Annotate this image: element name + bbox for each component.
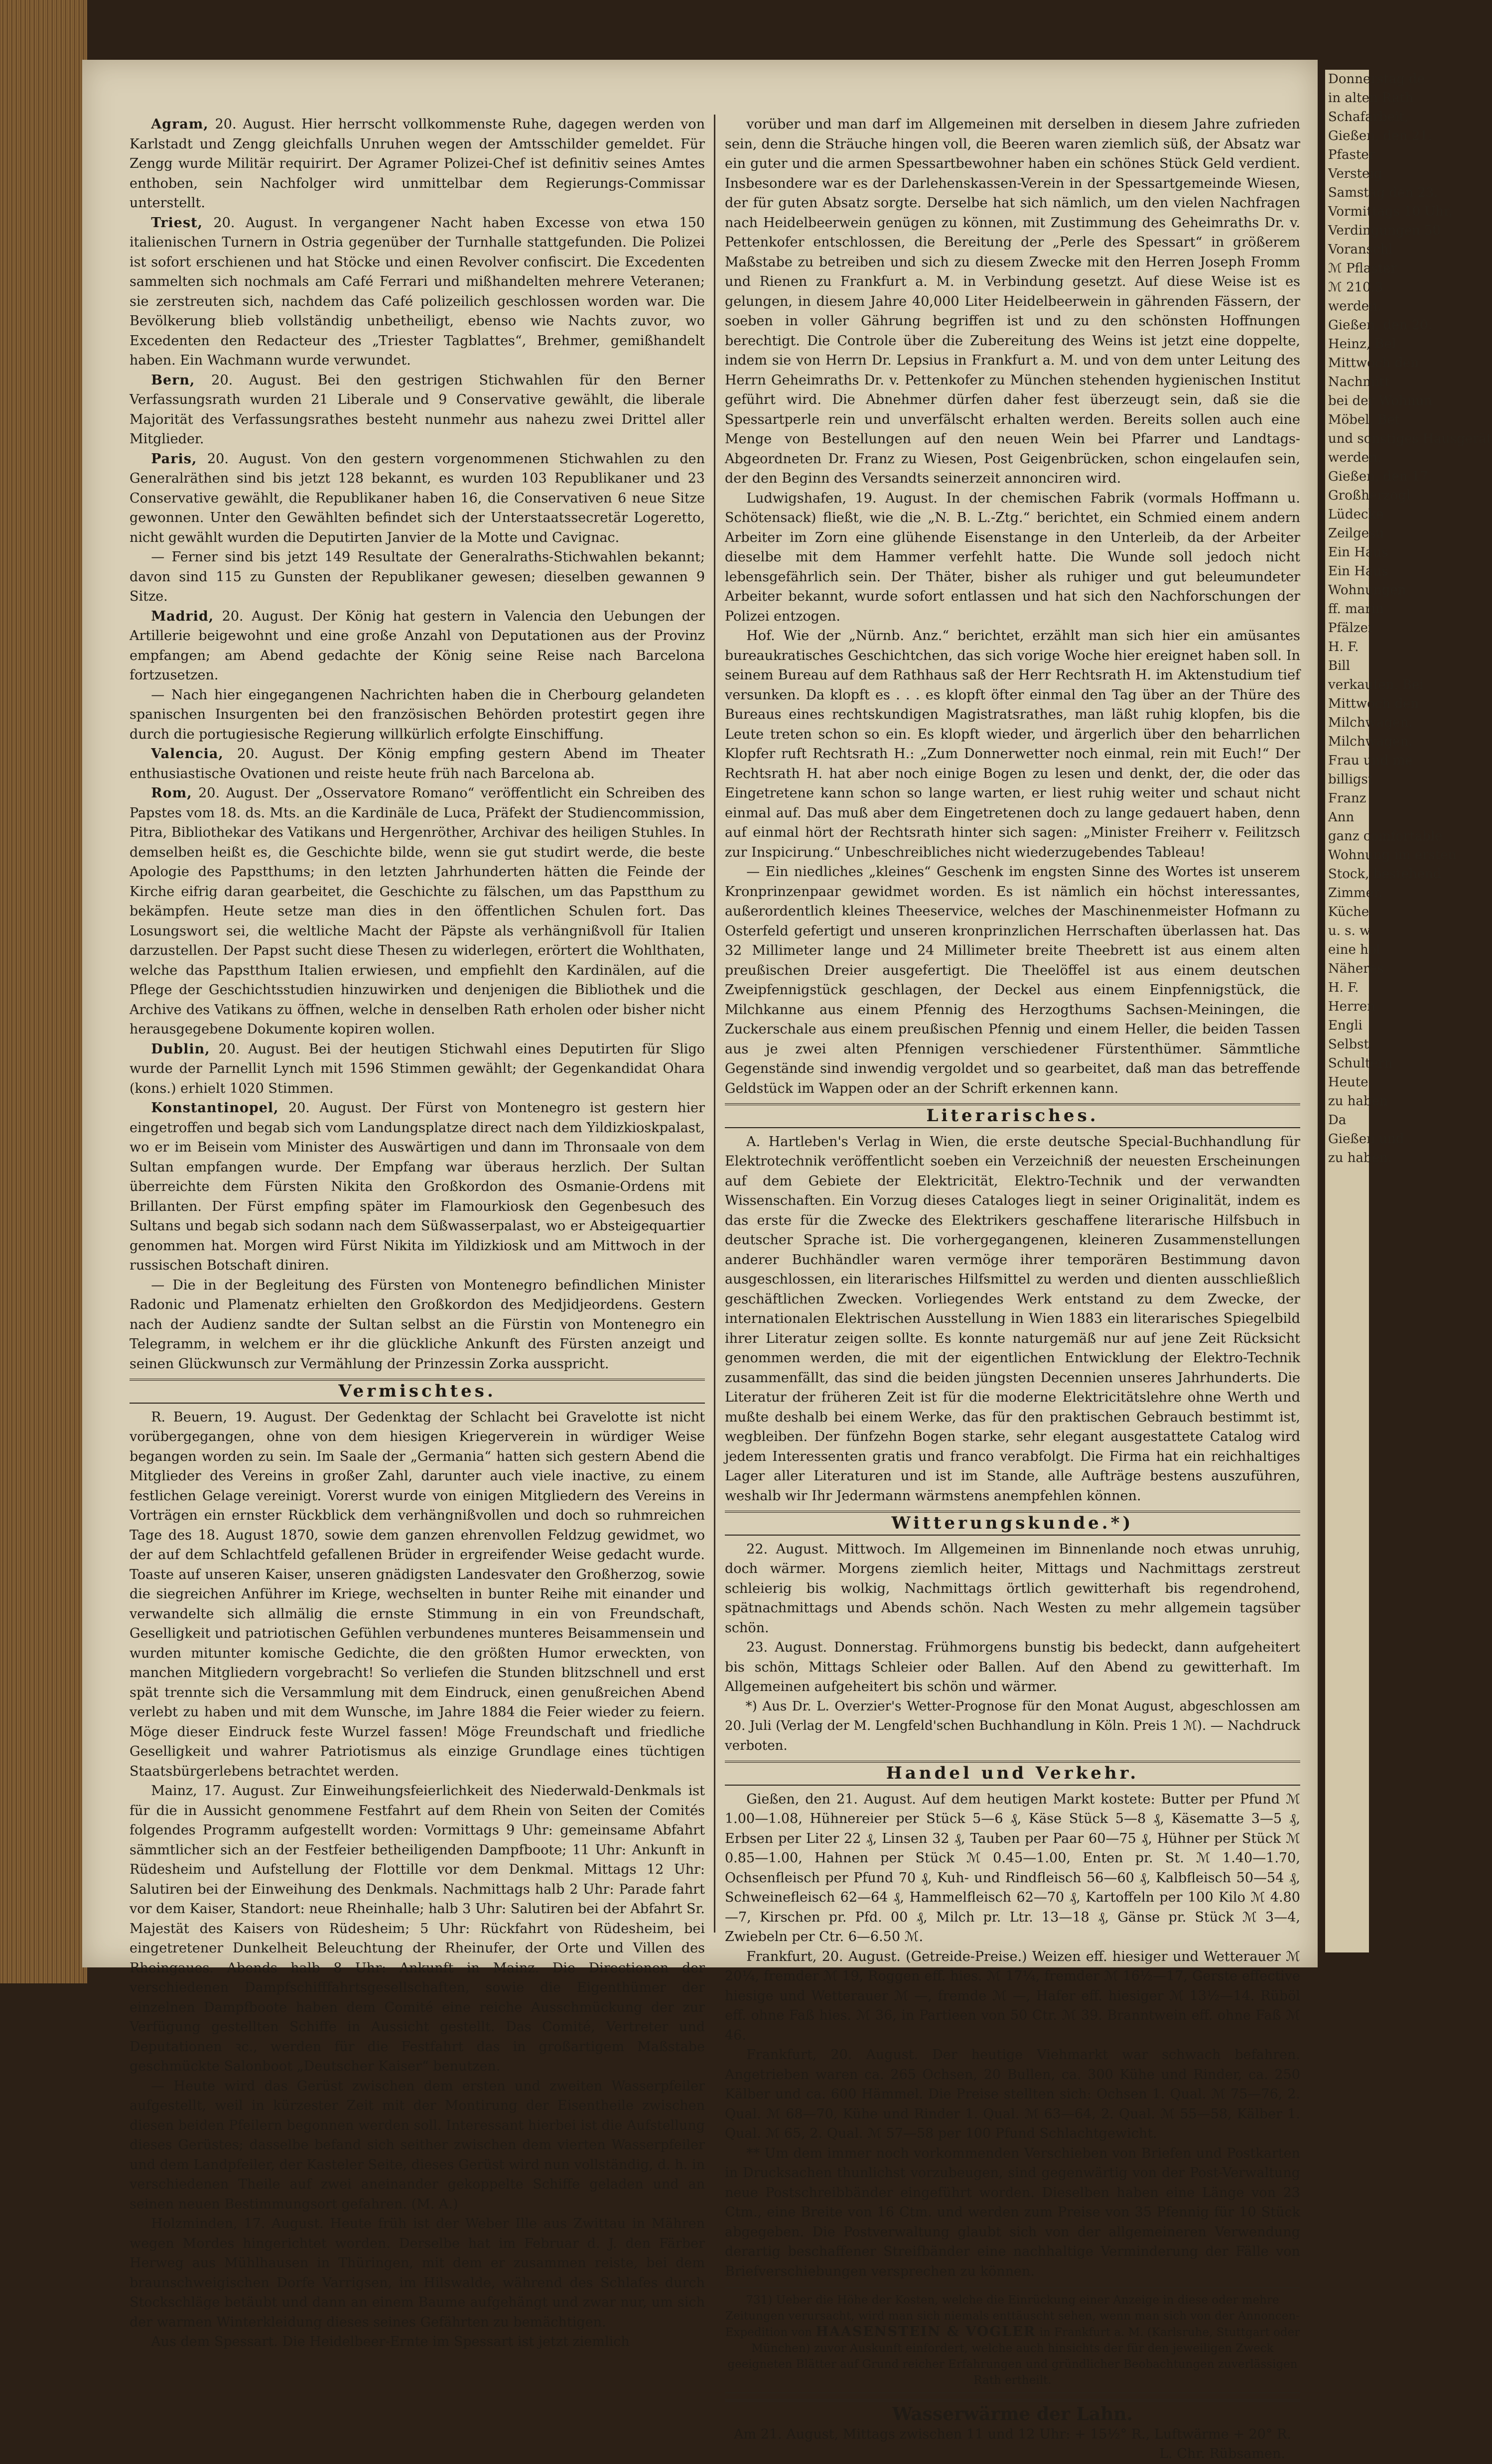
next-page-text: Selbst [1328, 1037, 1369, 1052]
news-item [130, 115, 705, 213]
news-item [725, 1638, 1300, 1697]
dateline: Agram, [151, 117, 209, 132]
next-page-text: eine hol [1328, 942, 1380, 957]
next-page-text: Pfaster [1328, 147, 1375, 162]
section-heading: Witterungskunde.*) [725, 1511, 1300, 1536]
news-item [130, 449, 705, 548]
next-page-text: u. s. w. [1328, 923, 1373, 938]
news-text: Frankfurt, 20. August. (Getreide-Preise.) Weizen eff. hiesiger und Wetterauer ℳ 20¼, fremder ℳ 19, Roggen eff. hies. ℳ 17¼, fremder ℳ 16½—17, Gerste effective hiesige und Wetterauer ℳ —, fremde ℳ —, Hafer eff. hiesiger ℳ 13½—14. Rüböl eff. ohne Faß hies. ℳ 36, in Partieen von 50 Ctr. ℳ 39. Branntwein eff. ohne Faß ℳ 46. [725, 1948, 1300, 2043]
news-item [130, 2214, 705, 2332]
news-text: ** Um dem immer noch vorkommenden Verschieben von Briefen und Postkarten in Drucksachen thunlichst vorzubeugen, sind gegenwärtig von der Post-Verwaltung neue Postschreibbänder eingeführt worden. Dieselben haben eine Länge von 23 Ctm., eine Breite von 16 Ctm. und werden zum Preise von 35 Pfennig für 10 Stück abgegeben. Die Postverwaltung glaubt sich von der allgemeineren Verwendung derartig beschaffener Streifbänder eine nachhaltige Verminderung der Fälle von Briefverschiebungen versprechen zu können. [725, 2145, 1300, 2279]
water-temperature-text: Am 21. August, Mittags zwischen 11 und 12 Uhr: + 15½° R., Luftwärme + 20° R. [734, 2426, 1291, 2442]
book-page-edge [0, 0, 87, 1983]
next-page-text: verkaufen. Bei [1328, 677, 1424, 692]
next-page-text: Da [1328, 1113, 1347, 1128]
next-page-text: in alten Rath [1328, 91, 1413, 106]
dateline: Paris, [151, 451, 197, 467]
next-page-text: Wohnung im ersten [1328, 848, 1457, 863]
right-column [725, 115, 1300, 2462]
next-page-text: zu haben [1328, 1094, 1388, 1109]
newspaper-page [82, 60, 1318, 2462]
next-page-text: Samstag den 23. [1328, 185, 1438, 200]
next-page-text: Lüdecke [1328, 507, 1384, 522]
news-item [130, 685, 705, 745]
section-heading: Vermischtes. [130, 1379, 705, 1404]
next-page-text: Heute [1328, 1075, 1368, 1090]
news-text: — Nach hier eingegangenen Nachrichten haben die in Cherbourg gelandeten spanischen Insurgenten bei den französischen Behörden protestirt gegen ihre durch die portugiesische Regierung willkürlich erfolgte Einschiffung. [130, 687, 705, 742]
next-page-text: Voranschl [1328, 242, 1393, 257]
section-heading: Literarisches. [725, 1103, 1300, 1128]
next-page-text: Ein Haus [1328, 564, 1388, 579]
news-text: 20. August. Der „Osservatore Romano“ veröffentlicht ein Schreiben des Papstes vom 18. ds. Mts. an die Kardinäle de Luca, Präfekt der Studiencommission, Pitra, Bibliothekar des Vatikans und Hergenröther, Archivar des heiligen Stuhles. In demselben heißt es, die Geschichte bilde, wenn sie gut studirt werde, die beste Apologie des Papstthums; in den letzten Jahrhunderten hätten die Feinde der Kirche eifrig daran gearbeitet, die Geschichte zu fälschen, um das Papstthum zu bekämpfen. Heute setze man dies in den öffentlichen Schulen fort. Das Losungswort sei, die weltliche Macht der Päpste als verhängnißvoll für Italien darzustellen. Der Papst sucht diese Thesen zu widerlegen, erörtert die Wohlthaten, welche das Papstthum Italien erwiesen, und empfiehlt den Kardinälen, auf die Pflege der Geschichtsstudien hinzuwirken und denjenigen die Bibliothek und die Archive des Vatikans zu öffnen, welche in denselben Rath erholen oder bisher nicht herausgegebene Dokumente kopiren wollen. [130, 785, 705, 1037]
next-page-text: billigst [1328, 772, 1373, 787]
news-item [130, 2332, 705, 2352]
next-page-text: Küche [1328, 905, 1369, 919]
water-temperature-heading: Wasserwärme der Lahn. [725, 2399, 1300, 2425]
next-page-text: Ein Haus [1328, 545, 1388, 560]
next-page-text: Näheres [1328, 961, 1384, 976]
news-item [725, 626, 1300, 862]
ad-text: in [1039, 2326, 1051, 2339]
news-item [725, 2045, 1300, 2144]
ad-text: von der Annoncen-Expedition von [725, 2310, 1300, 2339]
news-item [725, 1790, 1300, 1947]
next-page-text: Nachmitt [1328, 375, 1390, 389]
ad-company: HAASENSTEIN & VOGLER [815, 2324, 1036, 2339]
news-item [725, 2144, 1300, 2282]
news-text: Holzminden, 17. August. Heute früh ist der Weber Ille aus Zwittau in Mähren wegen Mordes hingerichtet worden. Derselbe hat im Februar d. J. den Färber Herweg aus Mühlhausen in Thüringen, mit dem er zusammen reiste, bei dem braunschweigischen Dorfe Varrigsen, im Hilswalde, während des Schlafes durch Stockschläge betäubt und dann an einem Baume aufgehängt und zwar nur, um sich der warmen Winterkleidung dieses seines Gefährten zu bemächtigen. [130, 2216, 705, 2330]
news-text: 23. August. Donnerstag. Frühmorgens bunstig bis bedeckt, dann aufgeheitert bis schön, Mittags Schleier oder Ballen. Auf den Abend zu gewitterhaft. Im Allgemeinen aufgeheitert bis schön und wärmer. [725, 1640, 1300, 1694]
next-page-text: Frau und me [1328, 753, 1413, 768]
next-page-text: H. F. [1328, 640, 1359, 654]
news-item [130, 213, 705, 371]
next-page-text: Engli [1328, 1018, 1362, 1033]
dateline: Valencia, [151, 746, 224, 762]
signature: L. Chr. Rübsamen. [1159, 2446, 1285, 2462]
section-heading: Handel und Verkehr. [725, 1761, 1300, 1786]
next-page-text: Zimmer, [1328, 886, 1382, 901]
news-item [130, 1276, 705, 1374]
next-page-text: Pfälzer [1328, 621, 1374, 636]
news-text: 20. August. Von den gestern vorgenommenen Stichwahlen zu den Generalräthen sind bis jetzt 128 bekannt, es wurden 103 Republikaner und 23 Conservative gewählt, die Republikaner haben 16, die Conservativen 6 neue Sitze gewonnen. Unter den Gewählten befindet sich der Unterstaatssecretär Logeretto, nicht gewählt wurden die Deputirten Janvier de la Motte und Cavignac. [130, 451, 705, 545]
news-item [130, 1408, 705, 1782]
dateline: Konstantinopel, [151, 1100, 279, 1116]
news-item [725, 1947, 1300, 2046]
next-page-text: Gießen, den 21. [1328, 129, 1432, 143]
news-text: Ludwigshafen, 19. August. In der chemischen Fabrik (vormals Hoffmann u. Schötensack) fließt, wie die „N. B. L.-Ztg.“ berichtet, ein Schmied einem andern Arbeiter im Zorn eine glühende Eisenstange in den Unterleib, da der Arbeiter dieselbe mit dem Hammer verfehlt hatte. Die Wunde soll jedoch nicht lebensgefährlich sein. Der Thäter, bisher als ruhiger und gut beleumundeter Arbeiter bekannt, wurde sofort entlassen und hat sich den Nachforschungen der Polizei entzogen. [725, 490, 1300, 624]
next-page-text: ff. marin [1328, 602, 1384, 617]
next-page-text: Bill [1328, 658, 1351, 673]
next-page-text: ℳ Pflaster [1328, 261, 1397, 276]
next-page-text: Vormittags 10 Uhr, [1328, 204, 1453, 219]
news-text: 20. August. In vergangener Nacht haben Excesse von etwa 150 italienischen Turnern in Ostria gegenüber der Turnhalle stattgefunden. Die Polizei ist sofort erschienen und hat Stöcke und einen Revolver confiscirt. Die Excedenten sammelten sich nochmals am Café Ferrari und mißhandelten mehrere Veteranen; sie zerstreuten sich, nachdem das Café polizeilich geschlossen worden war. Die Bevölkerung blieb vollständig unbetheiligt, ebenso wie Nachts zuvor, wo Excedenten den Redacteur des „Triester Tagblattes“, Brehmer, gemißhandelt haben. Ein Wachmann wurde verwundet. [130, 215, 705, 368]
news-item [130, 783, 705, 1039]
next-page-text: Verdingungen 50 [1328, 223, 1441, 238]
ad-text: auch hinsichts der für den jeweiligen Zweck geeigneten Blätter auf Grund reicher [727, 2342, 1274, 2371]
ad-text: Ueber die Höhe der Kosten, welche die Einrückung einer Anzeige in diese [776, 2294, 1208, 2307]
news-text: R. Beuern, 19. August. Der Gedenktag der Schlacht bei Gravelotte ist nicht vorübergegangen, ohne von dem hiesigen Kriegerverein in würdiger Weise begangen worden zu sein. Im Saale der „Germania“ hatten sich gestern Abend die Mitglieder des Vereins in großer Zahl, darunter auch viele inactive, zu einem festlichen Gelage vereinigt. Vorerst wurde von einigen Mitgliedern des Vereins in Vorträgen ein ernster Rückblick dem verhängnißvollen und doch so ruhmreichen Tage des 18. August 1870, sowie dem ganzen ehrenvollen Feldzug gewidmet, wo der auf dem Schlachtfeld gefallenen Brüder in ergreifender Weise gedacht wurde. Toaste auf unseren Kaiser, unseren gnädigsten Landesvater den Großherzog, sowie die siegreichen Anführer im Kriege, wechselten in bunter Reihe mit einander und verwandelte sich allmälig die ernste Stimmung in ein von Freundschaft, Geselligkeit und patriotischen Gefühlen verbundenes munteres Beisammensein und wurden mitunter komische Gedichte, die den größten Humor erweckten, von manchen Mitgliedern vorgebracht! So verliefen die Stunden blitzschnell und erst spät trennte sich die Versammlung mit dem Eindruck, einen genußreichen Abend verlebt zu haben und mit dem Wunsche, im Jahre 1884 die Feier wieder zu feiern. Möge dieser Eindruck feste Wurzel fassen! Möge Freundschaft und friedliche Geselligkeit und wahrer Patriotismus als einzige Grundlage eines tüchtigen Staatsbürgerlebens betrachtet werden. [130, 1409, 705, 1779]
news-text: Mainz, 17. August. Zur Einweihungsfeierlichkeit des Niederwald-Denkmals ist für die in Aussicht genommene Festfahrt auf dem Rhein von Seiten der Comités folgendes Programm aufgestellt worden: Vormittags 9 Uhr: gemeinsame Abfahrt sämmtlicher sich an der Festfeier betheiligenden Dampfboote; 11 Uhr: Ankunft in Rüdesheim und Aufstellung der Flottille vor dem Denkmal. Mittags 12 Uhr: Salutiren bei der Einweihung des Denkmals. Nachmittags halb 2 Uhr: Parade fahrt vor dem Kaiser, Standort: neue Rheinhalle; halb 3 Uhr: Salutiren bei der Abfahrt Sr. Majestät des Kaisers von Rüdesheim; 5 Uhr: Rückfahrt von Rüdesheim, bei eingetretener Dunkelheit Beleuchtung der Rheinufer, der Orte und Villen des Rheingaues. Abends halb 8 Uhr: Ankunft in Mainz. Die Directionen der verschiedenen Dampfschifffahrtsgesellschaften, sowie die Eigenthümer der einzelnen Dampfboote haben dem Comité eine reiche Ausschmückung der zur Verfügung gestellten Schiffe in Aussicht gestellt. Das Comité, Vertreter und Deputationen ꝛc., werden für die Festfahrt das in großartigem Maßstabe geschmückte Salonboot „Deutscher Kaiser“ benutzen. [130, 1783, 705, 2074]
next-page-text: Versteig [1328, 166, 1382, 181]
next-page-text: Heinz, Bel [1328, 337, 1396, 352]
next-page-text: Großherzogl [1328, 488, 1411, 503]
news-item [130, 2076, 705, 2214]
next-page-fragment [1325, 70, 1492, 1952]
news-text: 20. August. Hier herrscht vollkommenste Ruhe, dagegen werden von Karlstadt und Zengg gleichfalls Unruhen wegen der Amtsschilder gemeldet. Für Zengg wurde Militär requirirt. Der Agramer Polizei-Chef ist definitiv seines Amtes enthoben, sein Nachfolger wird unmittelbar dem Regierungs-Commissar unterstellt. [130, 117, 705, 211]
next-page-text: ganz comfortable [1328, 829, 1443, 844]
ad-text: Erfahrungen und gründlicher Beobachtungen zuverlässigen Rath ertheilt. [948, 2358, 1298, 2387]
news-text: Frankfurt, 20. August. Der heutige Viehmarkt war schwach befahren. Angetrieben waren ca. 265 Ochsen, 20 Bullen, ca. 300 Kühe und Rinder, ca. 250 Kälber und ca. 600 Hämmel. Die Preise stellten sich: Ochsen 1. Qual. ℳ 75—76, 2. Qual. ℳ 68—70, Kühe und Rinder 1. Qual. ℳ 63—64, 2. Qual. ℳ 55—58, Kälber 1. Qual. ℳ 65, 2. Qual. ℳ 57—58 per 100 Pfund Schlachtgewicht. [725, 2047, 1300, 2141]
next-page-text: Schultern [1328, 1056, 1393, 1071]
news-text: 20. August. Der König empfing gestern Abend im Theater enthusiastische Ovationen und reiste heute früh nach Barcelona ab. [130, 746, 705, 781]
dateline: Rom, [151, 785, 192, 801]
next-page-text: bei der Wohnun [1328, 393, 1432, 408]
news-text: Aus dem Spessart. Die Heidelbeer-Ernte im Spessart ist jetzt ziemlich [151, 2334, 630, 2349]
next-page-text: Wohnungen [1328, 583, 1406, 598]
next-page-text: Herren [1328, 999, 1376, 1014]
news-text: A. Hartleben's Verlag in Wien, die erste deutsche Special-Buchhandlung für Elektrotechnik veröffentlicht soeben ein Verzeichniß der neuesten Erscheinungen auf dem Gebiete der Elektricität, Elektro-Technik und der verwandten Wissenschaften. Ein Vorzug dieses Cataloges liegt in seiner Originalität, indem es das erste für die Zwecke des Elektrikers geschaffene literarische Hilfsbuch in deutscher Sprache ist. Die vorhergegangenen, kleineren Zusammenstellungen anderer Buchhändler waren vermöge ihrer temporären Bestimmung davon ausgeschlossen, ein literarisches Hilfsmittel zu werden und dienten ausschließlich geschäftlichen Zwecken. Vorliegendes Werk entstand zu dem Zwecke, der internationalen Elektrischen Ausstellung in Wien 1883 ein literarisches Spiegelbild ihrer Literatur zeigen sollte. Es konnte naturgemäß nur auf jene Zeit Rücksicht genommen werden, die mit der eigentlichen Entwicklung der Elektro-Technik zusammenfällt, das sind die beiden jüngsten Decennien unseres Jahrhunderts. Die Literatur der früheren Zeit ist für die moderne Elektricitätslehre ohne Werth und mußte deshalb bei einem Werke, das für den praktischen Gebrauch bestimmt ist, wegbleiben. Der fünfzehn Bogen starke, sehr elegant ausgestattete Catalog wird jedem Interessenten gratis und franco verabfolgt. Die Firma hat ein reichhaltiges Lager aller Literaturen und ist im Stande, alle Aufträge bestens auszuführen, weshalb wir Ihr Jedermann wärmstens anempfehlen können. [725, 1134, 1300, 1504]
advertisement [725, 2287, 1300, 2393]
next-page-text: werden. [1328, 299, 1382, 314]
dateline: Bern, [151, 372, 195, 388]
news-text: vorüber und man darf im Allgemeinen mit derselben in diesem Jahre zufrieden sein, denn die Sträuche hingen voll, die Beeren waren ziemlich süß, der Absatz war ein guter und die armen Spessartbewohner haben ein schönes Stück Geld verdient. Insbesondere war es der Darlehenskassen-Verein in der Spessartgemeinde Wiesen, der für guten Absatz sorgte. Derselbe hat sich nämlich, um den vielen Nachfragen nach Heidelbeerwein genügen zu können, mit Zustimmung des Geheimraths Dr. v. Pettenkofer entschlossen, die Bereitung der „Perle des Spessart“ in größerem Maßstabe zu betreiben und sich zu diesem Zwecke mit den Herren Joseph Fromm und Rienen zu Frankfurt a. M. in Verbindung gesetzt. Auf diese Weise ist es gelungen, in diesem Jahre 40,000 Liter Heidelbeerwein in gährenden Fässern, der soeben in voller Gährung begriffen ist und zu den schönsten Hoffnungen berechtigt. Die Controle über die Zubereitung des Weins ist jetzt eine doppelte, indem sie von Herrn Dr. Lepsius in Frankfurt a. M. und von dem unter Leitung des Herrn Geheimraths Dr. v. Pettenkofer zu München stehenden hygienischen Institut geführt wird. Die Abnehmer dürfen daher fest überzeugt sein, daß sie die Spessartperle rein und unverfälscht erhalten werden. Bereits sollen auch eine Menge von Bestellungen auf den neuen Wein bei Pfarrer und Landtags-Abgeordneten Dr. Franz zu Wiesen, Post Geigenbrücken, schon eingelaufen sein, der den Beginn des Versandts seinerzeit annonciren wird. [725, 117, 1300, 486]
next-page-text: werden. [1328, 450, 1382, 465]
ad-text: oder mehre Zeitungen verursacht, wird man sich niemals enttäuscht sehen, wenn man sich [725, 2294, 1279, 2323]
ad-text: 731) [746, 2294, 773, 2307]
footnote: *) Aus Dr. L. Overzier's Wetter-Prognose für den Monat August, abgeschlossen am 20. Juli (Verlag der M. Lengfeld'schen Buchhandlung in Köln. Preis 1 ℳ). — Nachdruck verboten. [725, 1698, 1300, 1753]
news-item [130, 607, 705, 685]
news-text: 20. August. Bei den gestrigen Stichwahlen für den Berner Verfassungsrath wurden 21 Liberale und 9 Conservative gewählt, die liberale Majorität des Verfassungsrathes besteht nunmehr aus nahezu zwei Drittel aller Mitglieder. [130, 372, 705, 447]
next-page-text: ℳ 210.3 [1328, 280, 1383, 295]
next-page-text: Mittwoch den [1328, 356, 1419, 371]
column-divider [714, 115, 715, 1933]
next-page-text: Franz [1328, 791, 1366, 806]
news-item [725, 1132, 1300, 1506]
news-text: Hof. Wie der „Nürnb. Anz.“ berichtet, erzählt man sich hier ein amüsantes bureaukratisches Geschichtchen, das sich vorige Woche hier ereignet haben soll. In seinem Bureau auf dem Rathhaus saß der Herr Rechtsrath H. im Aktenstudium tief versunken. Da klopft es . . . es klopft öfter einmal den Tag über an der Thüre des Bureaus eines rechtskundigen Magistratsrathes, man läßt ruhig klopfen, bis die Leute treten schon so ein. Es klopft wieder, und ärgerlich über den beharrlichen Klopfer ruft Rechtsrath H.: „Zum Donnerwetter noch einmal, rein mit Euch!“ Der Rechtsrath H. hat aber noch einige Bogen zu lesen und denkt, der, die oder das Eingetretene kann schon so lange warten, er liest ruhig weiter und schaut nicht einmal auf. Das muß aber dem Eingetretenen doch zu lange gedauert haben, denn auf einmal hört der Rechtsrath hinter sich sagen: „Minister Freiherr v. Feilitzsch zur Inspicirung.“ Unbeschreibliches nicht wiederzugebendes Tableau! [725, 628, 1300, 860]
news-text: — Heute wird das Gerüst zwischen dem ersten und zweiten Wasserpfeiler aufgestellt, weil in kürzester Zeit mit der Montirung der Eisentheile zwischen diesen beiden Pfeilern begonnen werden soll. Interessant hierbei ist die Aufstellung dieses Gerüstes; dasselbe befand sich seither zwischen dem vierten Wasserpfeiler und dem Landpfeiler, der Kasteler Seite, dieses Gerüst wird nun vollständig, d. h. in verschiedenen Theile auf zwei aneinander gekoppelte Schiffe geladen und an seinen neuen Bestimmungsort gefahren. (M. A.) [130, 2078, 705, 2212]
next-page-text: Schafarbeit, [1328, 110, 1409, 125]
next-page-text: Mittwoch den [1328, 696, 1419, 711]
news-item [725, 1540, 1300, 1638]
dateline: Triest, [151, 215, 203, 231]
news-text: 20. August. Bei der heutigen Stichwahl eines Deputirten für Sligo wurde der Parnellit Lynch mit 1596 Stimmen gewählt; der Gegenkandidat Ohara (kons.) erhielt 1020 Stimmen. [130, 1041, 705, 1096]
next-page-text: Gießen, den 17. [1328, 469, 1432, 484]
news-item [130, 1781, 705, 2076]
left-column [130, 115, 705, 2349]
news-item [725, 489, 1300, 627]
news-text: — Ferner sind bis jetzt 149 Resultate der Generalraths-Stichwahlen bekannt; davon sind 115 zu Gunsten der Republikaner gewesen; dieselben gewannen 9 Sitze. [130, 549, 705, 604]
news-item [130, 371, 705, 449]
next-page-text: Zeilgesu [1328, 526, 1384, 541]
next-page-text: Donnerstag de [1328, 72, 1425, 87]
dateline: Madrid, [151, 608, 214, 624]
news-item [130, 744, 705, 783]
news-item [130, 1039, 705, 1099]
next-page-text: Stock, bestehend [1328, 867, 1442, 882]
next-page-text: Milchwagen, [1328, 715, 1413, 730]
next-page-text: Gießen und [1328, 1132, 1404, 1147]
news-text: — Die in der Begleitung des Fürsten von Montenegro befindlichen Minister Radonic und Plamenatz erhielten den Großkordon des Medjidjeordens. Gestern nach der Audienz sandte der Sultan selbst an die Fürstin von Montenegro ein Telegramm, in welchem er ihr die glückliche Ankunft des Fürsten anzeigt und seinen Glückwunsch zur Vermählung der Prinzessin Zorka ausspricht. [130, 1277, 705, 1372]
news-item [130, 1098, 705, 1276]
next-page-text: Gießen, den 20. [1328, 318, 1432, 333]
news-text: 20. August. Der König hat gestern in Valencia den Uebungen der Artillerie beigewohnt und eine große Anzahl von Deputationen aus der Provinz empfangen; am Abend gedachte der König seine Reise nach Barcelona fortzusetzen. [130, 608, 705, 683]
next-page-text: zu haben. [1328, 1151, 1392, 1166]
news-item [725, 862, 1300, 1098]
ad-text: Frankfurt a. M. (Karlsruhe, Stuttgart oder München) zuvor Auskunft einfordert, welche [751, 2326, 1300, 2355]
next-page-text: und sonstiges Hausgerät [1328, 431, 1492, 446]
dateline: Dublin, [151, 1041, 210, 1057]
news-item [725, 115, 1300, 489]
next-page-text: Möbel, Bet [1328, 412, 1400, 427]
news-text: — Ein niedliches „kleines“ Geschenk im engsten Sinne des Wortes ist unserem Kronprinzenpaar gewidmet worden. Es ist nämlich ein höchst interessantes, außerordentlich kleines Theeservice, welches der Maschinenmeister Hofmann zu Osterfeld gefertigt und unseren kronprinzlichen Herrschaften überlassen hat. Das 32 Millimeter lange und 24 Millimeter breite Theebrett ist aus einem alten preußischen Dreier ausgefertigt. Die Theelöffel ist aus einem deutschen Zweipfennigstück geschlagen, der Deckel aus einem Einpfennigstück, die Milchkanne aus einem Pfennig des Herzogthums Sachsen-Meiningen, die Zuckerschale aus einem preußischen Pfennig und einem Heller, die beiden Tassen aus je zwei alten Pfennigen verschiedener Fürstenthümer. Sämmtliche Gegenstände sind inwendig vergoldet und so gearbeitet, daß man das betreffende Geldstück im Wappen oder an der Schrift erkennen kann. [725, 864, 1300, 1096]
next-page-text: Ann [1328, 810, 1355, 825]
news-item [130, 547, 705, 607]
next-page-text: Milchwagen, [1328, 734, 1413, 749]
news-text: Gießen, den 21. August. Auf dem heutigen Markt kostete: Butter per Pfund ℳ 1.00—1.08, Hühnereier per Stück 5—6 ₰, Käse Stück 5—8 ₰, Käsematte 3—5 ₰, Erbsen per Liter 22 ₰, Linsen 32 ₰, Tauben per Paar 60—75 ₰, Hühner per Stück ℳ 0.85—1.00, Hahnen per Stück ℳ 0.45—1.00, Enten pr. St. ℳ 1.40—1.70, Ochsenfleisch per Pfund 70 ₰, Kuh- und Rindfleisch 56—60 ₰, Kalbfleisch 50—54 ₰, Schweinefleisch 62—64 ₰, Hammelfleisch 62—70 ₰, Kartoffeln per 100 Kilo ℳ 4.80—7, Kirschen pr. Pfd. 00 ₰, Milch pr. Ltr. 13—18 ₰, Gänse pr. Stück ℳ 3—4, Zwiebeln per Ctr. 6—6.50 ℳ. [725, 1791, 1300, 1945]
news-text: 22. August. Mittwoch. Im Allgemeinen im Binnenlande noch etwas unruhig, doch wärmer. Morgens ziemlich heiter, Mittags und Nachmittags zerstreut schleierig bis wolkig, Nachmittags örtlich gewitterhaft bis regendrohend, spätnachmittags und Abends schön. Nach Westen zu mehr allgemein tagsüber schön. [725, 1541, 1300, 1636]
next-page-text: H. F. [1328, 980, 1359, 995]
news-text: 20. August. Der Fürst von Montenegro ist gestern hier eingetroffen und begab sich vom Landungsplatze direct nach dem Yildizkioskpalast, wo er im Beisein vom Minister des Auswärtigen und dann im Thronsaale von dem Sultan empfangen wurde. Der Empfang war überaus herzlich. Der Sultan überreichte dem Fürsten Nikita den Großkordon des Osmanie-Ordens mit Brillanten. Der Fürst empfing später im Flamourkiosk den Gegenbesuch des Sultans und begab sich sodann nach dem Süßwasserpalast, wo er Absteigequartier genommen hat. Morgen wird Fürst Nikita im Yildizkiosk und am Mittwoch in der russischen Botschaft diniren. [130, 1100, 705, 1273]
